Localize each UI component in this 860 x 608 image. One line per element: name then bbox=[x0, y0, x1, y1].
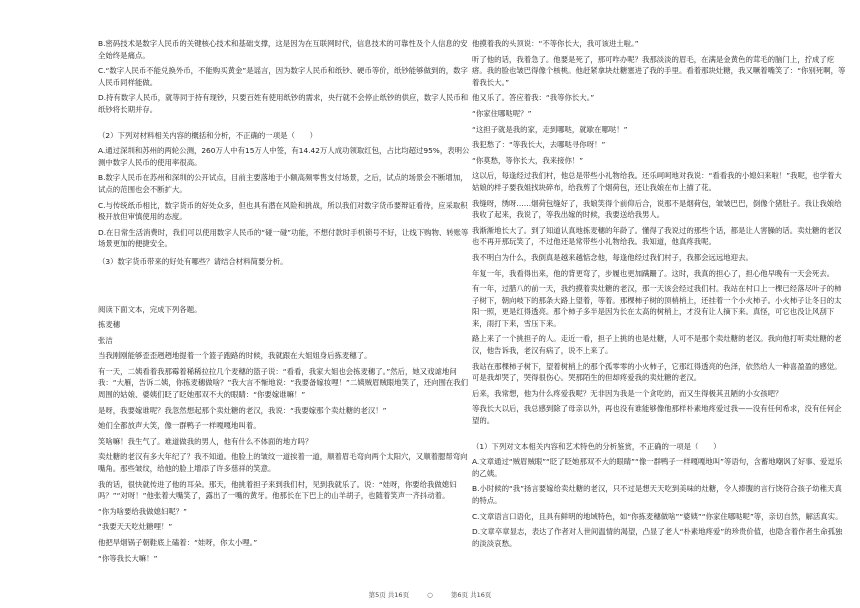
paragraph: 卖灶糖的老汉有多大年纪了？我不知道。他脸上的皱纹一道挨着一道，顺着眉毛弯向两个太阳穴，又顺着腮帮弯向嘴角。那些皱纹，给他的脸上增添了许多慈祥的笑意。 bbox=[98, 452, 468, 474]
option-d: D.持有数字人民币，就等同于持有现钞，只要百姓有使用纸钞的需求，央行就不会停止纸钞的供应，数字人民币和纸钞将长期并存。 bbox=[98, 93, 469, 114]
question-1-option-a: A.文章通过“贼眉贼眼”“眨了眨她那双不大的眼睛”“像一群鸭子一样嘎嘎地叫”等语句，含蓄地嘲讽了好事、爱逗乐的乙姨。 bbox=[472, 457, 843, 478]
question-1-option-d: D.文章卒章显志，表达了作者对人世间温情的渴望，凸显了老人“朴素地疼爱”的珍贵价值，也隐含着作者生命孤独的淡淡哀愁。 bbox=[472, 527, 843, 548]
paragraph: “你为啥要给我做媳妇呢？” bbox=[98, 506, 187, 516]
paragraph: 当我刚刚能够歪歪趔趔地提着一个篮子跑路的时候，我就跟在大姐姐身后拣麦穗了。 bbox=[98, 351, 372, 361]
paragraph: 后来，我常想，他为什么疼爱我呢？无非因为我是一个贪吃的，而又生得极其丑陋的小女孩吧？ bbox=[472, 388, 783, 398]
question-2: （2）下列对材料相关内容的概括和分析，不正确的一项是（ ） bbox=[98, 130, 318, 140]
paragraph: “你等我长大嘛！” bbox=[98, 553, 158, 563]
question-2-option-a: A.通过深圳和苏州的两轮公测，260万人中有15万人中签，有14.42万人成功领取红包，占比均超过95%，表明公测中数字人民币的使用率很高。 bbox=[98, 146, 470, 167]
paragraph: 路上来了一个挑担子的人。走近一看，担子上挑的也是灶糖，人可不是那个卖灶糖的老汉。我向他打听卖灶糖的老汉，他告诉我，老汉有病了，说不上来了。 bbox=[472, 334, 842, 356]
option-b: B.密码技术是数字人民币的关键核心技术和基础支撑，这是因为在互联网时代，信息技术的可靠性及个人信息的安全始终是痛点。 bbox=[98, 39, 468, 60]
paragraph: 我站在那棵柿子树下，望着树梢上的那个孤零零的小火柿子，它那红得透亮的色泽，依然给人一种喜盈盈的感觉。可是我却哭了，哭得很伤心。哭那陌生的但却疼爱我的卖灶糖的老汉。 bbox=[472, 361, 842, 383]
paragraph: 有一年，过腊八的前一天，我约摸着卖灶糖的老汉，那一天该会经过我们村。我站在村口上一棵已经落尽叶子的柿子树下，朝向岐下的那条大路上望着，等着。那棵柿子树的顶梢梢上，还挂着一个小火柿子。小火柿子让冬日的太阳一照，更是红得透亮。那个柿子多半是因为长在太高的树梢上，才没有让人摘下来。真怪，可它也没让风刮下来，雨打下来，雪压下来。 bbox=[472, 284, 842, 328]
paragraph: 等我长大以后，我总感到除了母亲以外，再也没有谁能够像他那样朴素地疼爱过我——没有任何希求，没有任何企望的。 bbox=[472, 404, 842, 426]
article-title: 拣麦穗 bbox=[98, 320, 121, 330]
question-2-option-c: C.与传统纸币相比，数字货币的好处众多，但也具有潜在风险和挑战，所以我们对数字货币要辩证看待，应采取积极开放但审慎使用的态度。 bbox=[98, 200, 468, 222]
paragraph: 听了他的话，我着急了。他要是死了，那可咋办呢？我那淡淡的眉毛，在满是金黄色的茸毛的脑门上，拧成了疙瘩。我的脸也皱巴得像个核桃。他赶紧拿块灶糖塞进了我的手里。看着那块灶糖，我又噘着嘴笑了：“你别死啊，等着我长大。” bbox=[472, 54, 846, 87]
left-page-number: 第5页 共16页 bbox=[368, 591, 410, 599]
question-1-option-b: B.小时候的“我”扬言要嫁给卖灶糖的老汉，只不过是想天天吃到美味的灶糖，令人捧腹的言行饶符合孩子幼稚天真的特点。 bbox=[472, 484, 842, 505]
paragraph: 我的话，很快就传进了他的耳朵。那天，他挑着担子来到我们村，见到我就乐了。说：“娃呀，你要给我做媳妇吗？”“对呀！”他张着大嘴笑了，露出了一嘴的黄牙。他那长在下巴上的山羊胡子，也随着笑声一齐抖动着。 bbox=[98, 479, 457, 501]
reading-instruction: 阅读下面文本，完成下列各题。 bbox=[98, 304, 202, 314]
paragraph: “这担子就是我的家，走到哪哒，就歇在哪哒！” bbox=[472, 124, 628, 134]
paragraph: 他摸着我的头顶说：“不等你长大，我可该进土啦。” bbox=[472, 39, 639, 48]
question-1-option-c: C.文章语言口语化，且具有鲜明的地域特色，如“你拣麦穗做啥”“婆姨”“你家住哪哒呢”等，亲切自然，解活真实。 bbox=[472, 511, 843, 521]
paragraph: 笑啥嘛！我生气了。难道做我的男人，他有什么不体面的地方吗？ bbox=[98, 436, 313, 446]
paragraph: 他又乐了。答应着我：“我等你长大。” bbox=[472, 93, 595, 103]
paragraph: 年复一年，我看得出来，他的背更弯了，步履也更加蹒跚了。这时，我真的担心了，担心他早晚有一天会死去。 bbox=[472, 268, 835, 278]
paragraph: 我缝呀，绣呀……烟荷包缝好了，我娘笑得个前仰后合，说那不是烟荷包，皱皱巴巴，倒像个猪肚子。我让我娘给我收了起来，我说了，等我出嫁的时候，我要送给我男人。 bbox=[472, 198, 842, 220]
page-separator: ○ bbox=[427, 591, 433, 599]
right-page-number: 第6页 共16页 bbox=[450, 591, 492, 599]
right-column bbox=[472, 38, 847, 553]
paragraph: 我不明白为什么，我倒真是越来越惦念他，每逢他经过我们村子，我都会远远地迎去。 bbox=[472, 252, 753, 262]
article-author: 张洁 bbox=[98, 335, 113, 345]
paragraph: 他把旱烟锅子朝鞋底上磕着：“娃呀，你太小哩。” bbox=[98, 538, 258, 547]
paragraph: 这以后，每逢经过我们村，他总是带些小礼物给我。还乐呵呵地对我说：“看看我的小媳妇来啦！”我呢，也学着大姑娘的样子要我姐找块碎布，给我剪了个烟荷包，还让我娘在布上描了花。 bbox=[472, 171, 842, 192]
paragraph: 是呀，我要嫁谁呢？我忽然想起那个卖灶糖的老汉，我说：“我要嫁那个卖灶糖的老汉！” bbox=[98, 405, 387, 415]
question-2-option-d: D.在日常生活消费时，我们可以使用数字人民币的“碰一碰”功能，不想付款时手机锁号不好，让线下购物、转账等场景更加的便捷安全。 bbox=[98, 227, 469, 249]
paragraph: “我要天天吃灶糖哩！” bbox=[98, 522, 173, 532]
option-c: C.“数字人民币不能兑换外币，不能购买黄金”是谣言，因为数字人民币和纸钞、硬币等价，纸钞能够做到的，数字人民币同样能做。 bbox=[98, 66, 468, 87]
paragraph: 我犯愁了：“等我长大，去哪哒寻你呀！” bbox=[472, 140, 606, 150]
page-footer bbox=[0, 590, 860, 599]
paragraph: 我渐渐地长大了。到了知道认真地拣麦穗的年龄了。懂得了我说过的那些个话，都是让人害臊的话。卖灶糖的老汉也不再开那玩笑了，不过他还是常带些小礼物给我。我知道，他真疼我呢。 bbox=[472, 225, 842, 247]
question-3: （3）数字货币带来的好处有哪些？请结合材料简要分析。 bbox=[98, 256, 288, 266]
left-column bbox=[98, 38, 473, 568]
question-1: （1）下列对文本相关内容和艺术特色的分析鉴赏，不正确的一项是（ ） bbox=[472, 441, 721, 451]
paragraph: “你莫愁，等你长大，我来接你！” bbox=[472, 155, 584, 165]
paragraph: 她们全都放声大笑，像一群鸭子一样嘎嘎地叫着。 bbox=[98, 421, 261, 431]
question-2-option-b: B.数字人民币在苏州和深圳的公开试点，目前主要落地于小额高频零售支付场景，之后，试点的场景会不断增加，试点的范围也会不断扩大。 bbox=[98, 173, 468, 194]
paragraph: “你家住哪哒呢？” bbox=[472, 108, 532, 118]
paragraph: 有一天，二姨看着我那霉着稀稀拉拉几个麦穗的篮子说：“看看，我家大姐也会拣麦穗了。”然后，她又戏谑地问我：“大雁，告诉二姨，你拣麦穗做啥？”我大言不惭地说：“我要备嫁妆哩！”二姨贼眉贼眼地笑了，还向围在我们周围的姑娘、婆姨们眨了眨她那双不大的眼睛：“你要嫁谁嘛！” bbox=[98, 366, 469, 400]
